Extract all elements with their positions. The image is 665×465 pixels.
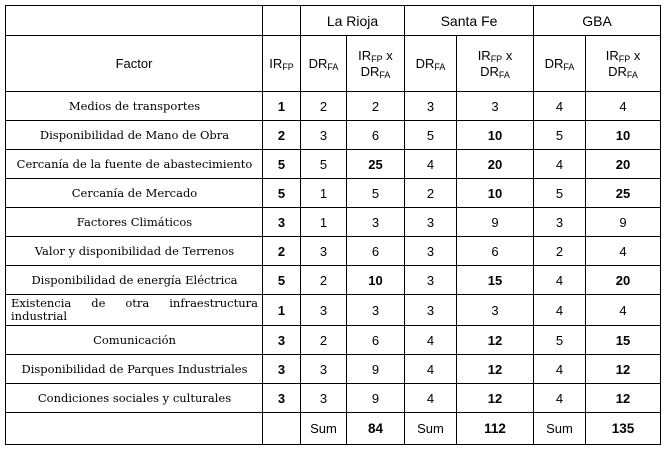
gba-dr-value: 4 xyxy=(534,92,586,121)
la-rioja-product-value: 9 xyxy=(347,355,405,384)
santa-fe-product-value: 12 xyxy=(457,355,534,384)
factor-name: Medios de transportes xyxy=(6,92,263,121)
region-gba: GBA xyxy=(534,6,661,36)
table-row xyxy=(6,266,661,295)
la-rioja-dr-value: 3 xyxy=(301,237,347,266)
factor-name: Condiciones sociales y culturales xyxy=(6,384,263,413)
table-row xyxy=(6,208,661,237)
santa-fe-product-value: 20 xyxy=(457,150,534,179)
ir-value: 3 xyxy=(263,208,301,237)
gba-product-value: 4 xyxy=(586,92,661,121)
sum-total-la-rioja: 84 xyxy=(347,413,405,445)
gba-dr-value: 5 xyxy=(534,121,586,150)
gba-dr-value: 3 xyxy=(534,208,586,237)
la-rioja-dr-value: 2 xyxy=(301,326,347,355)
ir-value: 3 xyxy=(263,355,301,384)
la-rioja-product-header: $IR_{FP}$ x $DR_{FA}$ xyxy=(347,36,405,92)
factor-name: Cercanía de la fuente de abastecimiento xyxy=(6,150,263,179)
la-rioja-product-value: 3 xyxy=(347,208,405,237)
santa-fe-product-value: 9 xyxy=(457,208,534,237)
gba-product-value: 12 xyxy=(586,355,661,384)
gba-product-header: $IR_{FP}$ x $DR_{FA}$ xyxy=(586,36,661,92)
table-row xyxy=(6,179,661,208)
la-rioja-dr-header: $DR_{FA}$ xyxy=(301,36,347,92)
gba-dr-value: 4 xyxy=(534,266,586,295)
santa-fe-dr-value: 4 xyxy=(405,326,457,355)
gba-product-value: 12 xyxy=(586,384,661,413)
ir-value: 3 xyxy=(263,326,301,355)
la-rioja-product-value: 6 xyxy=(347,121,405,150)
table-row xyxy=(6,121,661,150)
factor-name: Factores Climáticos xyxy=(6,208,263,237)
la-rioja-product-value: 6 xyxy=(347,326,405,355)
table-row xyxy=(6,150,661,179)
gba-product-value: 20 xyxy=(586,150,661,179)
factor-name: Cercanía de Mercado xyxy=(6,179,263,208)
table-row xyxy=(6,295,661,326)
factor-name: Disponibilidad de Parques Industriales xyxy=(6,355,263,384)
santa-fe-dr-value: 4 xyxy=(405,150,457,179)
column-header-row xyxy=(6,36,661,92)
gba-product-value: 15 xyxy=(586,326,661,355)
gba-product-value: 20 xyxy=(586,266,661,295)
la-rioja-dr-value: 3 xyxy=(301,384,347,413)
table-row xyxy=(6,355,661,384)
la-rioja-dr-value: 2 xyxy=(301,92,347,121)
ir-value: 5 xyxy=(263,266,301,295)
la-rioja-product-value: 2 xyxy=(347,92,405,121)
sum-total-santa-fe: 112 xyxy=(457,413,534,445)
santa-fe-product-value: 12 xyxy=(457,326,534,355)
la-rioja-product-value: 3 xyxy=(347,295,405,326)
gba-dr-value: 4 xyxy=(534,384,586,413)
santa-fe-dr-header: $DR_{FA}$ xyxy=(405,36,457,92)
empty-ir-cell xyxy=(263,6,301,36)
santa-fe-dr-value: 3 xyxy=(405,208,457,237)
gba-product-value: 10 xyxy=(586,121,661,150)
sum-label-la-rioja: Sum xyxy=(301,413,347,445)
santa-fe-product-value: 15 xyxy=(457,266,534,295)
empty-corner-cell xyxy=(6,6,263,36)
santa-fe-dr-value: 3 xyxy=(405,237,457,266)
ir-value: 5 xyxy=(263,150,301,179)
gba-dr-value: 4 xyxy=(534,355,586,384)
gba-dr-value: 5 xyxy=(534,326,586,355)
ir-value: 1 xyxy=(263,92,301,121)
gba-product-value: 4 xyxy=(586,237,661,266)
factor-header: Factor xyxy=(6,36,263,92)
table-row xyxy=(6,92,661,121)
santa-fe-product-value: 12 xyxy=(457,384,534,413)
factor-name: Disponibilidad de energía Eléctrica xyxy=(6,266,263,295)
sum-label-santa-fe: Sum xyxy=(405,413,457,445)
gba-product-value: 9 xyxy=(586,208,661,237)
santa-fe-product-value: 6 xyxy=(457,237,534,266)
santa-fe-dr-value: 4 xyxy=(405,355,457,384)
la-rioja-dr-value: 5 xyxy=(301,150,347,179)
ir-value: 1 xyxy=(263,295,301,326)
gba-dr-value: 2 xyxy=(534,237,586,266)
santa-fe-product-value: 3 xyxy=(457,92,534,121)
gba-dr-header: $DR_{FA}$ xyxy=(534,36,586,92)
santa-fe-dr-value: 3 xyxy=(405,92,457,121)
santa-fe-dr-value: 3 xyxy=(405,295,457,326)
sum-empty-ir-cell xyxy=(263,413,301,445)
region-la-rioja: La Rioja xyxy=(301,6,405,36)
gba-dr-value: 4 xyxy=(534,295,586,326)
region-santa-fe: Santa Fe xyxy=(405,6,534,36)
sum-total-gba: 135 xyxy=(586,413,661,445)
factor-name: Valor y disponibilidad de Terrenos xyxy=(6,237,263,266)
sum-empty-cell xyxy=(6,413,263,445)
santa-fe-product-header: $IR_{FP}$ x $DR_{FA}$ xyxy=(457,36,534,92)
ir-value: 2 xyxy=(263,121,301,150)
sum-row xyxy=(6,413,661,445)
la-rioja-dr-value: 3 xyxy=(301,295,347,326)
la-rioja-product-value: 5 xyxy=(347,179,405,208)
la-rioja-dr-value: 2 xyxy=(301,266,347,295)
la-rioja-product-value: 6 xyxy=(347,237,405,266)
gba-product-value: 4 xyxy=(586,295,661,326)
table-row xyxy=(6,326,661,355)
santa-fe-dr-value: 4 xyxy=(405,384,457,413)
sum-label-gba: Sum xyxy=(534,413,586,445)
region-header-row xyxy=(6,6,661,36)
santa-fe-dr-value: 3 xyxy=(405,266,457,295)
ir-value: 5 xyxy=(263,179,301,208)
ir-value: 3 xyxy=(263,384,301,413)
gba-product-value: 25 xyxy=(586,179,661,208)
gba-dr-value: 4 xyxy=(534,150,586,179)
gba-dr-value: 5 xyxy=(534,179,586,208)
santa-fe-dr-value: 2 xyxy=(405,179,457,208)
santa-fe-dr-value: 5 xyxy=(405,121,457,150)
la-rioja-dr-value: 3 xyxy=(301,121,347,150)
table-row xyxy=(6,384,661,413)
factor-weighting-table xyxy=(5,5,661,445)
ir-value: 2 xyxy=(263,237,301,266)
la-rioja-dr-value: 3 xyxy=(301,355,347,384)
factor-name: Disponibilidad de Mano de Obra xyxy=(6,121,263,150)
santa-fe-product-value: 10 xyxy=(457,179,534,208)
la-rioja-dr-value: 1 xyxy=(301,179,347,208)
santa-fe-product-value: 3 xyxy=(457,295,534,326)
la-rioja-product-value: 9 xyxy=(347,384,405,413)
ir-header: $IR_{FP}$ xyxy=(263,36,301,92)
la-rioja-product-value: 25 xyxy=(347,150,405,179)
factor-name: Existencia de otra infraestructura industrial xyxy=(6,295,263,326)
table-row xyxy=(6,237,661,266)
factor-name: Comunicación xyxy=(6,326,263,355)
la-rioja-dr-value: 1 xyxy=(301,208,347,237)
la-rioja-product-value: 10 xyxy=(347,266,405,295)
santa-fe-product-value: 10 xyxy=(457,121,534,150)
